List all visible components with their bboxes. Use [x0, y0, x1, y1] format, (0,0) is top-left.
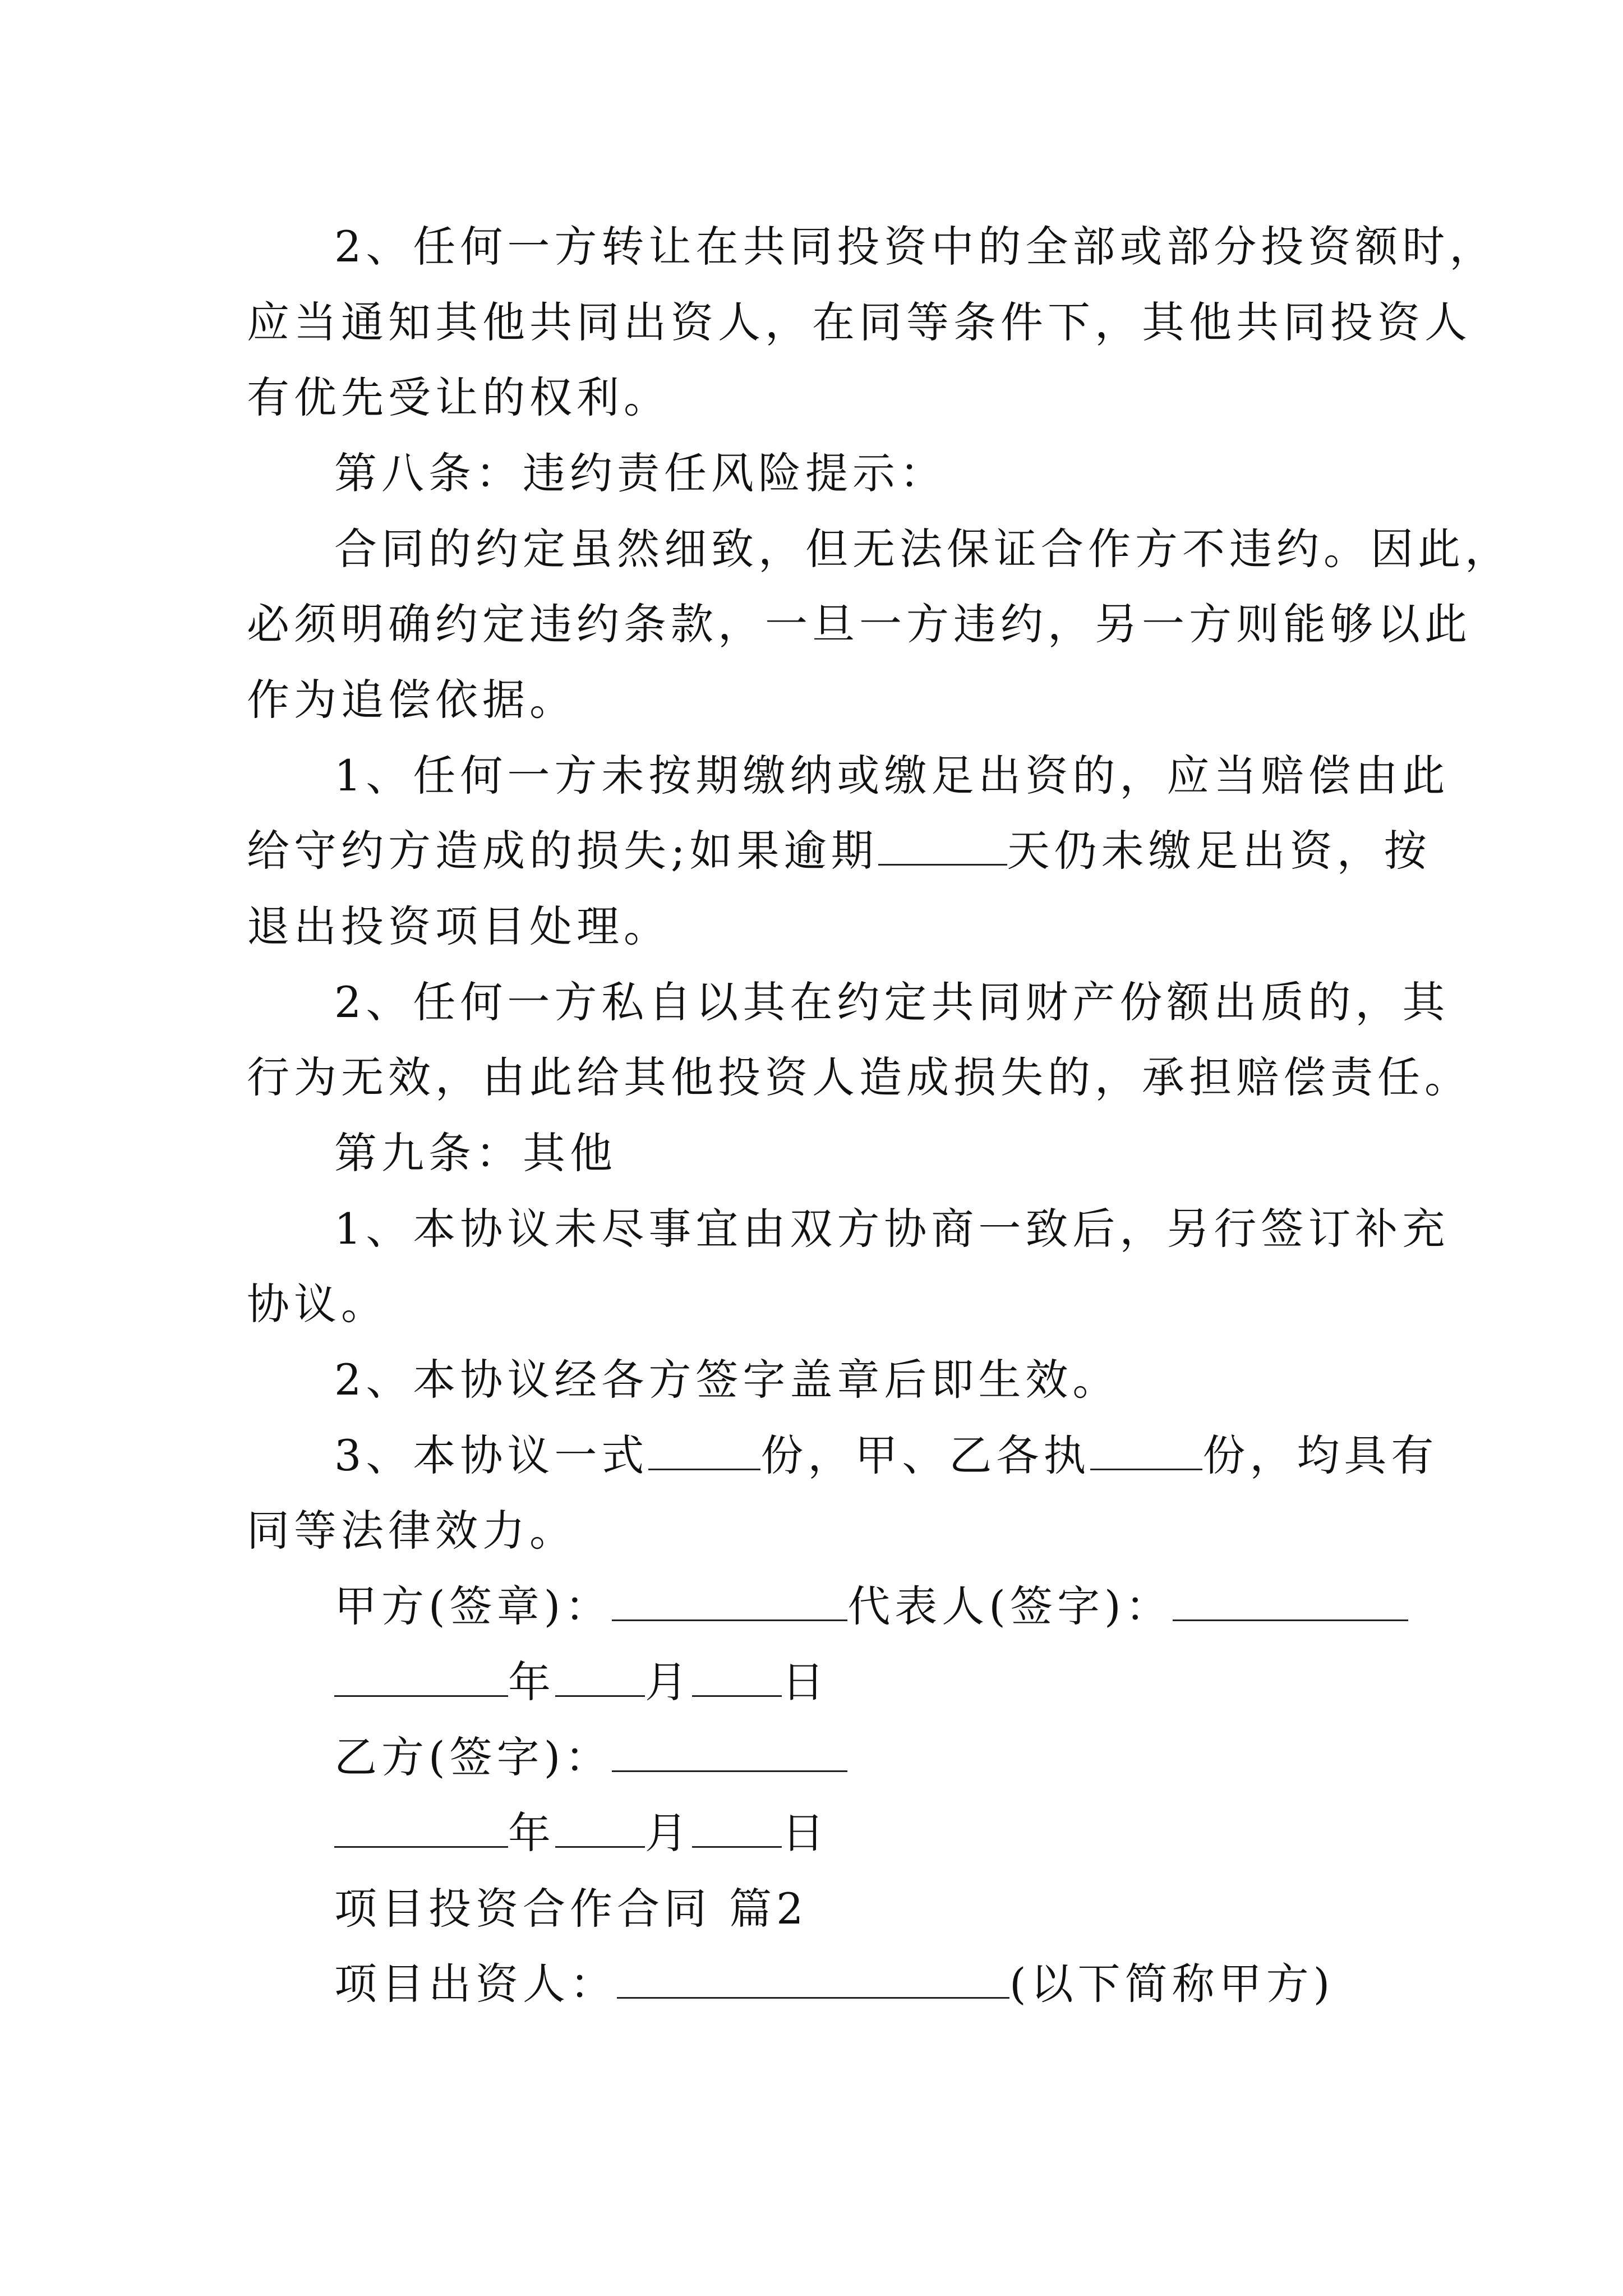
paragraph-line: 应当通知其他共同出资人，在同等条件下，其他共同投资人 — [247, 297, 1472, 347]
investor-note: (以下简称甲方) — [1009, 1959, 1335, 2009]
section-heading-article-9: 第九条：其他 — [334, 1128, 617, 1178]
party-a-signature-blank[interactable] — [612, 1619, 847, 1621]
month-label: 月 — [645, 1657, 692, 1707]
fill-in-blank[interactable] — [878, 864, 1007, 866]
paragraph-line: 必须明确约定违约条款，一旦一方违约，另一方则能够以此 — [247, 599, 1472, 649]
paragraph-line: 协议。 — [247, 1279, 388, 1329]
contract-title-part-2: 项目投资合作合同 篇2 — [334, 1884, 808, 1934]
text-segment: 给守约方造成的损失;如果逾期 — [247, 826, 878, 876]
party-a-signature-line — [334, 1581, 1408, 1632]
month-blank[interactable] — [555, 1846, 645, 1848]
paragraph-line: 2、任何一方私自以其在约定共同财产份额出质的，其 — [334, 977, 1450, 1027]
investor-label: 项目出资人： — [334, 1959, 617, 2009]
investor-line — [334, 1959, 1334, 2009]
paragraph-line: 2、任何一方转让在共同投资中的全部或部分投资额时， — [334, 222, 1497, 272]
day-blank[interactable] — [692, 1846, 782, 1848]
year-label: 年 — [508, 1808, 555, 1858]
section-heading-article-8: 第八条：违约责任风险提示： — [334, 448, 947, 498]
paragraph-line: 作为追偿依据。 — [247, 675, 577, 725]
text-segment: 份，甲、乙各执 — [760, 1430, 1091, 1480]
paragraph-line — [247, 826, 1431, 876]
paragraph-line — [334, 1430, 1438, 1481]
text-segment: 份，均具有 — [1202, 1430, 1438, 1480]
fill-in-blank[interactable] — [648, 1469, 760, 1470]
party-b-date-line — [334, 1808, 829, 1858]
paragraph-line: 有优先受让的权利。 — [247, 372, 671, 422]
representative-label: 代表人(签字)： — [847, 1581, 1173, 1631]
investor-name-blank[interactable] — [617, 1997, 1009, 1999]
party-a-label: 甲方(签章)： — [334, 1581, 612, 1631]
text-segment: 3、本协议一式 — [334, 1430, 649, 1480]
paragraph-line: 2、本协议经各方签字盖章后即生效。 — [334, 1355, 1120, 1405]
year-blank[interactable] — [334, 1846, 508, 1848]
paragraph-line: 退出投资项目处理。 — [247, 901, 671, 951]
paragraph-line: 行为无效，由此给其他投资人造成损失的，承担赔偿责任。 — [247, 1052, 1472, 1102]
day-label: 日 — [782, 1808, 829, 1858]
paragraph-line: 1、本协议未尽事宜由双方协商一致后，另行签订补充 — [334, 1204, 1450, 1254]
month-label: 月 — [645, 1808, 692, 1858]
representative-signature-blank[interactable] — [1173, 1619, 1408, 1621]
fill-in-blank[interactable] — [1090, 1469, 1202, 1470]
day-label: 日 — [782, 1657, 829, 1707]
paragraph-line: 1、任何一方未按期缴纳或缴足出资的，应当赔偿由此 — [334, 751, 1450, 800]
party-b-label: 乙方(签字)： — [334, 1732, 612, 1782]
party-b-signature-line — [334, 1732, 847, 1783]
paragraph-line: 合同的约定虽然细致，但无法保证合作方不违约。因此， — [334, 524, 1512, 574]
day-blank[interactable] — [692, 1695, 782, 1697]
year-label: 年 — [508, 1657, 555, 1707]
paragraph-line: 同等法律效力。 — [247, 1506, 577, 1556]
party-a-date-line — [334, 1657, 829, 1708]
month-blank[interactable] — [555, 1695, 645, 1697]
text-segment: 天仍未缴足出资，按 — [1007, 826, 1431, 876]
party-b-signature-blank[interactable] — [612, 1770, 847, 1772]
year-blank[interactable] — [334, 1695, 508, 1697]
